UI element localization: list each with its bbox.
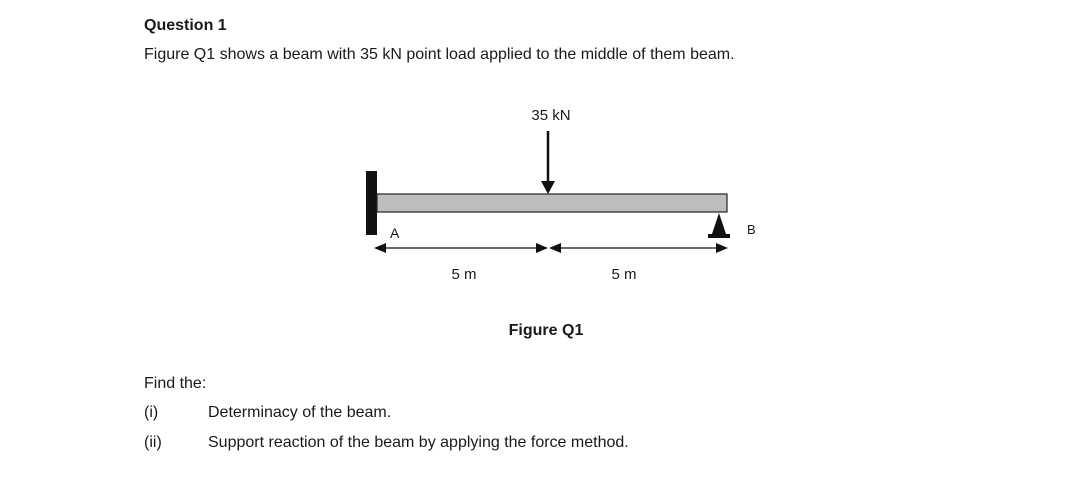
dimension-line-span-1 <box>374 243 548 253</box>
fixed-support-a <box>366 171 377 235</box>
pin-support-b <box>708 213 730 238</box>
task-text: Support reaction of the beam by applying the force method. <box>208 434 629 451</box>
support-a-label: A <box>390 225 400 241</box>
task-text: Determinacy of the beam. <box>208 404 392 421</box>
figure-caption: Figure Q1 <box>508 322 584 339</box>
question-title: Question 1 <box>144 17 227 34</box>
question-text: Figure Q1 shows a beam with 35 kN point load applied to the middle of them beam. <box>144 46 735 63</box>
span-2-label: 5 m <box>611 266 637 283</box>
dimension-line-span-2 <box>549 243 728 253</box>
task-number: (ii) <box>144 434 162 451</box>
beam <box>377 194 727 212</box>
task-item <box>144 404 391 422</box>
load-arrow <box>541 131 555 194</box>
load-label: 35 kN <box>531 107 571 124</box>
tasks-intro: Find the: <box>144 375 207 392</box>
span-1-label: 5 m <box>451 266 477 283</box>
support-b-label: B <box>747 222 756 237</box>
task-number: (i) <box>144 404 159 421</box>
task-item <box>144 434 629 452</box>
